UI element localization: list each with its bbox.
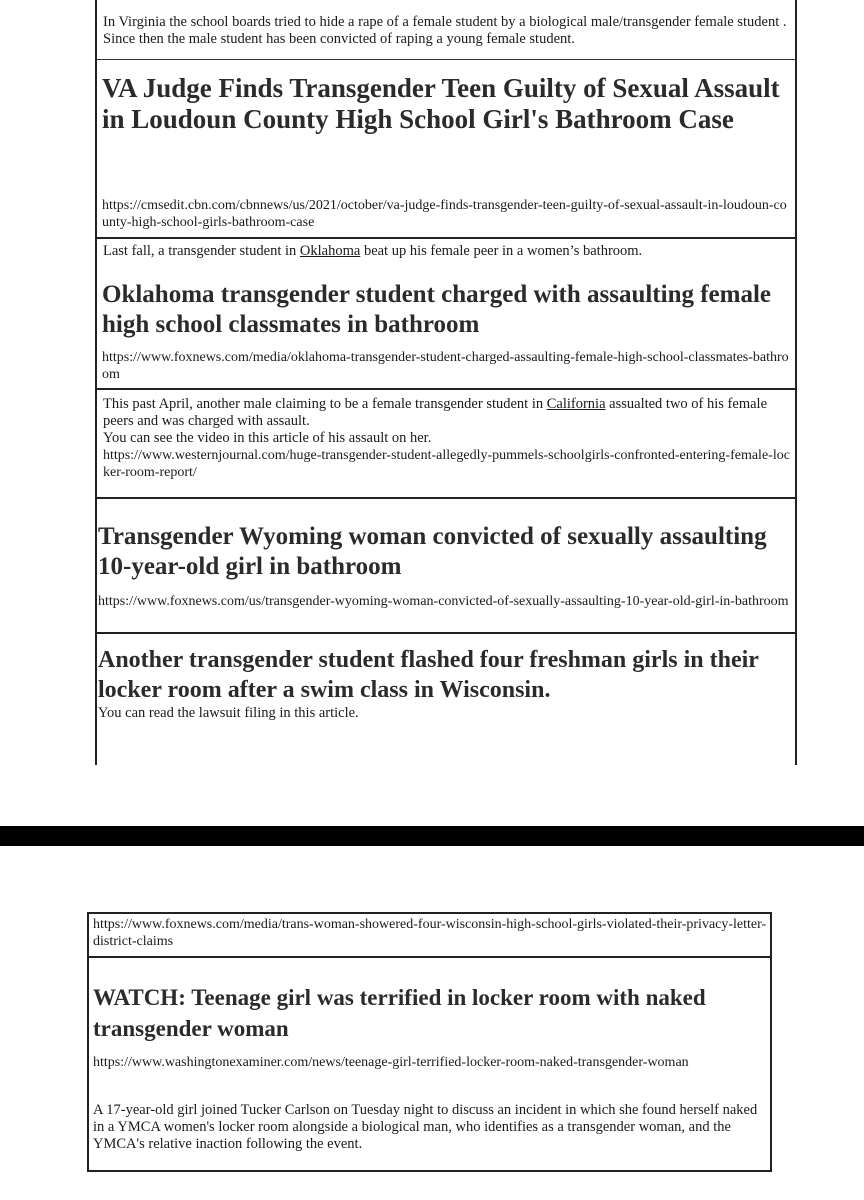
url-block-cbn [102, 197, 792, 231]
oklahoma-pre-text: Last fall, a transgender student in [103, 243, 300, 259]
url-washex[interactable]: https://www.washingtonexaminer.com/news/teenage-girl-terrified-locker-room-naked-transgender-woman [93, 1055, 689, 1070]
oklahoma-intro-text [103, 243, 793, 260]
headline-va-judge: VA Judge Finds Transgender Teen Guilty of Sexual Assault in Loudoun County High School Girl's Bathroom Case [102, 73, 780, 134]
headline-oklahoma: Oklahoma transgender student charged with assaulting female high school classmates in bathroom [102, 281, 772, 338]
california-pre-text: This past April, another male claiming to be a female transgender student in [103, 396, 547, 412]
document-page-2 [0, 846, 864, 1200]
url-westernjournal[interactable]: https://www.westernjournal.com/huge-transgender-student-allegedly-pummels-schoolgirls-confronted-entering-female-locker-room-report/ [103, 448, 790, 480]
page2-divider-1 [89, 956, 770, 958]
url-block-washex [93, 1054, 767, 1071]
section-virginia [103, 14, 793, 48]
url-fox-oklahoma[interactable]: https://www.foxnews.com/media/oklahoma-transgender-student-charged-assaulting-female-high-school-classmates-bathroom [102, 350, 789, 382]
headline-wyoming: Transgender Wyoming woman convicted of sexually assaulting 10-year-old girl in bathroom [98, 523, 767, 580]
url-block-fox-oklahoma [102, 349, 792, 383]
california-intro-text [103, 396, 793, 430]
page2-divider-bottom [89, 1170, 770, 1172]
lawsuit-note-text: You can read the lawsuit filing in this article. [98, 705, 359, 721]
headline-block-wyoming [98, 522, 794, 582]
california-video-text: You can see the video in this article of his assault on her. [103, 430, 432, 446]
page2-border-left [87, 914, 89, 1172]
oklahoma-post-text: beat up his female peer in a women’s bathroom. [360, 243, 643, 259]
section-oklahoma [103, 243, 793, 260]
url-block-fox-wisconsin [93, 916, 767, 950]
page-separator-band [0, 826, 864, 846]
page2-border-right [770, 914, 772, 1172]
url-fox-wisconsin[interactable]: https://www.foxnews.com/media/trans-woman-showered-four-wisconsin-high-school-girls-violated-their-privacy-letter-district-claims [93, 917, 767, 949]
ymca-body-block [93, 1102, 769, 1153]
headline-block-oklahoma [102, 280, 794, 340]
page-border-left [95, 0, 97, 765]
ymca-body-text: A 17-year-old girl joined Tucker Carlson on Tuesday night to discuss an incident in which she found herself naked in a YMCA women's locker room alongside a biological man, who identifies as a transgender woman, and the YMCA's relative inaction following the event. [93, 1102, 758, 1152]
divider-3 [97, 388, 795, 390]
california-link[interactable]: California [546, 396, 606, 412]
headline-block-wisconsin [98, 645, 794, 722]
intro-virginia-text: In Virginia the school boards tried to hide a rape of a female student by a biological male/transgender female student . Since then the male student has been convicted of raping a young female student. [103, 14, 787, 47]
divider-2 [97, 237, 795, 239]
divider-5 [97, 632, 795, 634]
headline-watch: WATCH: Teenage girl was terrified in locker room with naked transgender woman [93, 985, 706, 1041]
headline-wisconsin: Another transgender student flashed four freshman girls in their locker room after a swim class in Wisconsin. [98, 647, 759, 703]
section-california [103, 396, 793, 481]
oklahoma-link[interactable]: Oklahoma [299, 243, 361, 259]
page2-border-top [87, 912, 772, 914]
california-post-text: assualted two of his female peers and was charged with assault. [103, 396, 767, 429]
url-cbn[interactable]: https://cmsedit.cbn.com/cbnnews/us/2021/october/va-judge-finds-transgender-teen-guilty-of-sexual-assault-in-loudoun-county-high-school-girls-bathroom-case [102, 198, 787, 230]
headline-block-watch [93, 982, 769, 1044]
url-block-fox-wyoming [98, 593, 792, 610]
page-border-right [795, 0, 797, 765]
url-fox-wyoming[interactable]: https://www.foxnews.com/us/transgender-wyoming-woman-convicted-of-sexually-assaulting-10-year-old-girl-in-bathroom [98, 594, 789, 609]
divider-4 [97, 497, 795, 499]
headline-block-va [102, 73, 794, 135]
divider-1 [97, 58, 795, 60]
